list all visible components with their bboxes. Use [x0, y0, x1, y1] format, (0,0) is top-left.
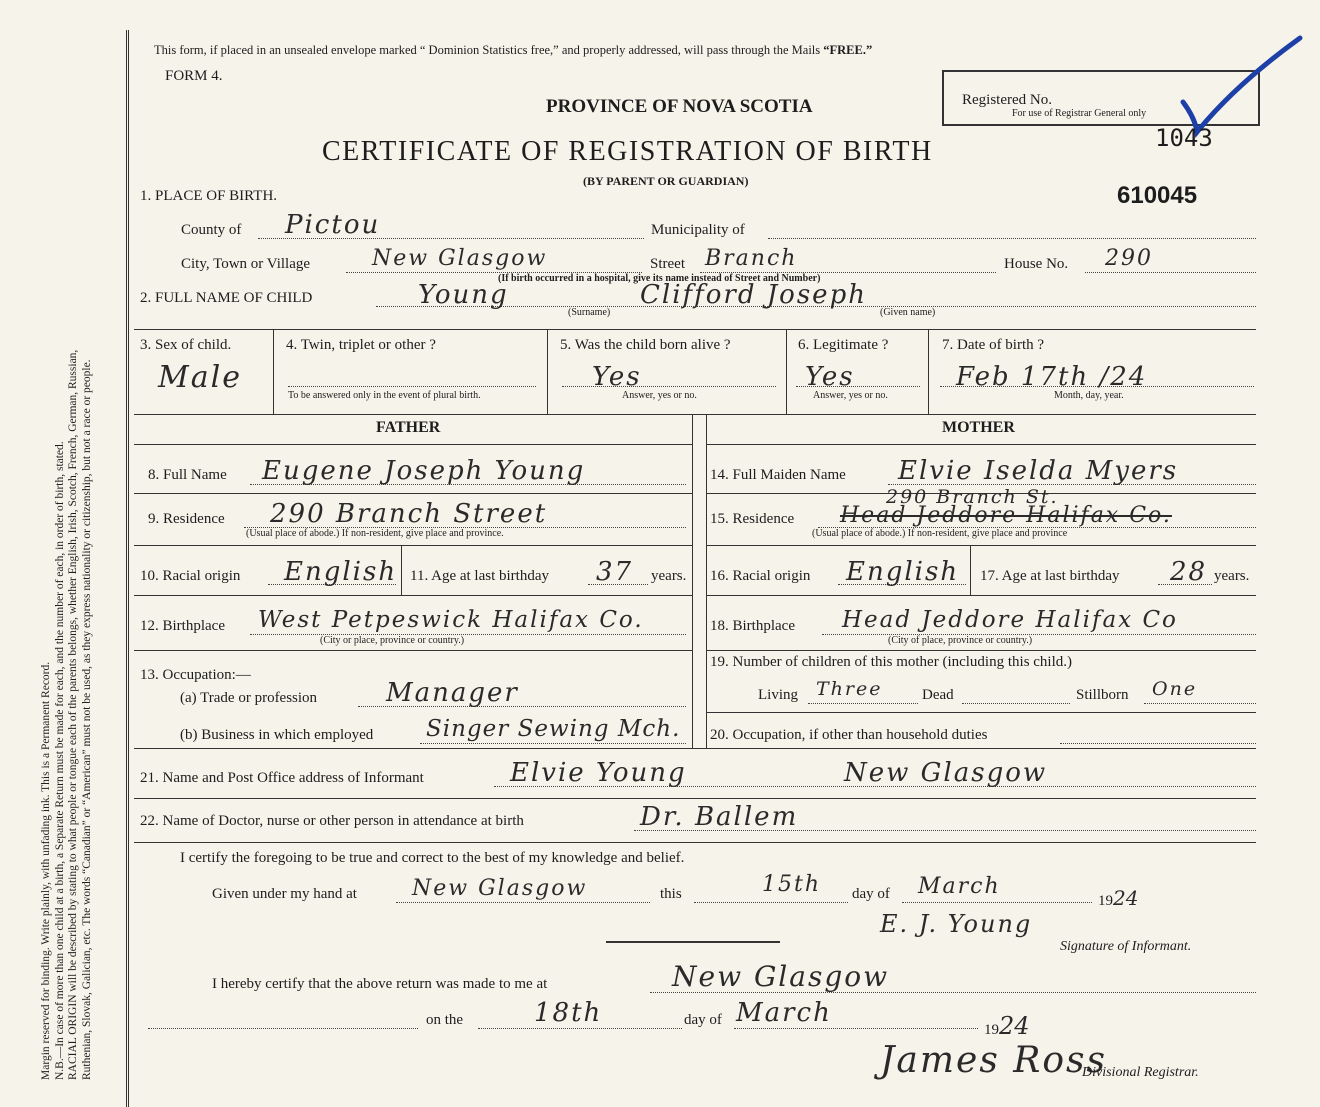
registrar-caption: Divisional Registrar. — [1082, 1065, 1199, 1080]
father-trade-value: Manager — [386, 678, 519, 708]
mother-residence-note: (Usual place of abode.) If non-resident, give place and province — [812, 528, 1068, 539]
this-label: this — [660, 886, 682, 902]
informant-address: New Glasgow — [844, 758, 1048, 788]
father-residence-label: 9. Residence — [148, 511, 225, 527]
registrar-on-the-label: on the — [426, 1012, 464, 1028]
given-day: 15th — [762, 872, 822, 897]
father-occupation-label: 13. Occupation:— — [140, 667, 251, 683]
given-name-caption: (Given name) — [880, 307, 936, 318]
mother-racial-value: English — [846, 557, 960, 587]
registrar-statement: I hereby certify that the above return was made to me at — [212, 976, 548, 992]
father-racial-label: 10. Racial origin — [140, 568, 241, 584]
registrar-place: New Glasgow — [672, 960, 890, 993]
mother-children-label: 19. Number of children of this mother (including this child.) — [710, 654, 1073, 670]
father-birthplace-note: (City or place, province or country.) — [320, 635, 465, 646]
registrar-use-note: For use of Registrar General only — [1012, 108, 1147, 119]
hospital-note: (If birth occurred in a hospital, give its name instead of Street and Number) — [498, 273, 821, 284]
father-business-label: (b) Business in which employed — [180, 727, 374, 743]
doctor-label: 22. Name of Doctor, nurse or other person in attendance at birth — [140, 813, 524, 829]
registered-no-label: Registered No. — [962, 92, 1052, 108]
city-value: New Glasgow — [372, 246, 548, 271]
mail-notice: This form, if placed in an unsealed envelope marked “ Dominion Statistics free,” and properly addressed, will pass through the Mails “FREE.” — [154, 43, 873, 57]
house-value: 290 — [1105, 246, 1153, 271]
registrar-signature: James Ross — [880, 1040, 1107, 1081]
margin-notes — [40, 20, 94, 1080]
stillborn-value: One — [1152, 678, 1198, 700]
mother-heading: MOTHER — [942, 419, 1015, 436]
informant-label: 21. Name and Post Office address of Informant — [140, 770, 424, 786]
child-given-name: Clifford Joseph — [640, 280, 867, 310]
father-residence-value: 290 Branch Street — [270, 499, 548, 529]
doctor-value: Dr. Ballem — [640, 802, 799, 832]
county-label: County of — [181, 222, 242, 238]
certify-statement: I certify the foregoing to be true and correct to the best of my knowledge and belief. — [180, 850, 685, 866]
dob-label: 7. Date of birth ? — [942, 337, 1045, 353]
registrar-month: March — [736, 998, 832, 1028]
given-month: March — [918, 874, 1001, 899]
mother-residence-label: 15. Residence — [710, 511, 795, 527]
mother-name-value: Elvie Iselda Myers — [898, 456, 1179, 486]
mother-racial-label: 16. Racial origin — [710, 568, 811, 584]
dead-label: Dead — [922, 687, 954, 703]
born-alive-value: Yes — [592, 362, 642, 392]
mother-birthplace-label: 18. Birthplace — [710, 618, 795, 634]
legitimate-note: Answer, yes or no. — [813, 390, 888, 401]
stamped-number: 610045 — [1117, 182, 1198, 209]
father-age-value: 37 — [596, 557, 634, 587]
father-birthplace-value: West Petpeswick Halifax Co. — [258, 607, 644, 633]
registrar-year: 1924 — [984, 1012, 1030, 1040]
certificate-title: CERTIFICATE OF REGISTRATION OF BIRTH — [322, 136, 933, 167]
certificate-subtitle: (BY PARENT OR GUARDIAN) — [583, 174, 749, 188]
father-birthplace-label: 12. Birthplace — [140, 618, 225, 634]
city-label: City, Town or Village — [181, 256, 311, 272]
mother-age-value: 28 — [1170, 557, 1208, 587]
mother-birthplace-value: Head Jeddore Halifax Co — [842, 607, 1178, 633]
father-heading: FATHER — [376, 419, 441, 436]
twin-note: To be answered only in the event of plural birth. — [288, 390, 481, 401]
dob-note: Month, day, year. — [1054, 390, 1124, 401]
margin-line-2: N.B.—In case of more than one child at a birth, a Separate Return must be made for each, and the number of each, in order of birth, stated. — [53, 441, 66, 1080]
registrar-day-of-label: day of — [684, 1012, 722, 1028]
registrar-day: 18th — [534, 998, 603, 1028]
father-racial-value: English — [284, 557, 398, 587]
father-name-label: 8. Full Name — [148, 467, 227, 483]
father-residence-note: (Usual place of abode.) If non-resident, give place and province. — [246, 528, 504, 539]
child-surname: Young — [418, 280, 509, 310]
legitimate-value: Yes — [805, 362, 855, 392]
informant-signature: E. J. Young — [880, 910, 1033, 938]
margin-line-3: RACIAL ORIGIN will be described by stating to what people or tongue each of the parents belongs, whether English, Irish, Scotch, French, German, Russian, — [67, 349, 79, 1080]
mother-occupation-label: 20. Occupation, if other than household duties — [710, 727, 988, 743]
mother-name-label: 14. Full Maiden Name — [710, 467, 846, 483]
form-number: FORM 4. — [165, 68, 223, 84]
living-label: Living — [758, 687, 798, 703]
father-name-value: Eugene Joseph Young — [262, 456, 586, 486]
margin-line-1: Margin reserved for binding. Write plainly, with unfading ink. This is a Permanent Record. — [40, 661, 52, 1080]
surname-caption: (Surname) — [568, 307, 611, 318]
margin-line-4: Ruthenian, Slovak, Galician, etc. The words “Canadian” or “American” must not be used, as they express nationality or citizenship, but not a race or people. — [80, 359, 93, 1080]
child-name-label: 2. FULL NAME OF CHILD — [140, 290, 313, 306]
county-value: Pictou — [285, 210, 381, 240]
born-alive-label: 5. Was the child born alive ? — [560, 337, 731, 353]
father-trade-label: (a) Trade or profession — [180, 690, 318, 706]
house-label: House No. — [1004, 256, 1069, 272]
stillborn-label: Stillborn — [1076, 687, 1129, 703]
mother-residence-value: Head Jeddore Halifax Co. — [840, 503, 1172, 528]
father-age-label: 11. Age at last birthday — [410, 568, 549, 584]
dob-value: Feb 17th /24 — [956, 362, 1148, 392]
place-of-birth-label: 1. PLACE OF BIRTH. — [140, 188, 278, 204]
mother-age-unit: years. — [1214, 568, 1250, 584]
informant-name: Elvie Young — [510, 758, 687, 788]
mother-age-label: 17. Age at last birthday — [980, 568, 1120, 584]
informant-signature-caption: Signature of Informant. — [1060, 939, 1192, 954]
father-age-unit: years. — [651, 568, 687, 584]
mother-birthplace-note: (City of place, province or country.) — [888, 635, 1033, 646]
handwritten-register-number: 1043 — [1155, 124, 1213, 152]
father-business-value: Singer Sewing Mch. — [426, 716, 681, 742]
margin-rule — [126, 30, 129, 1107]
legitimate-label: 6. Legitimate ? — [798, 337, 889, 353]
given-place: New Glasgow — [412, 876, 588, 901]
street-value: Branch — [705, 246, 798, 271]
sex-label: 3. Sex of child. — [140, 337, 232, 353]
street-label: Street — [650, 256, 685, 272]
twin-label: 4. Twin, triplet or other ? — [286, 337, 436, 353]
sex-value: Male — [158, 360, 242, 395]
mother-residence-correction: 290 Branch St. — [886, 486, 1059, 508]
given-year: 1924 — [1098, 886, 1139, 910]
province-heading: PROVINCE OF NOVA SCOTIA — [546, 96, 813, 117]
municipality-label: Municipality of — [651, 222, 745, 238]
signature-line — [606, 941, 780, 943]
given-label: Given under my hand at — [212, 886, 357, 902]
born-alive-note: Answer, yes or no. — [622, 390, 697, 401]
living-value: Three — [816, 678, 883, 700]
given-day-of-label: day of — [852, 886, 890, 902]
